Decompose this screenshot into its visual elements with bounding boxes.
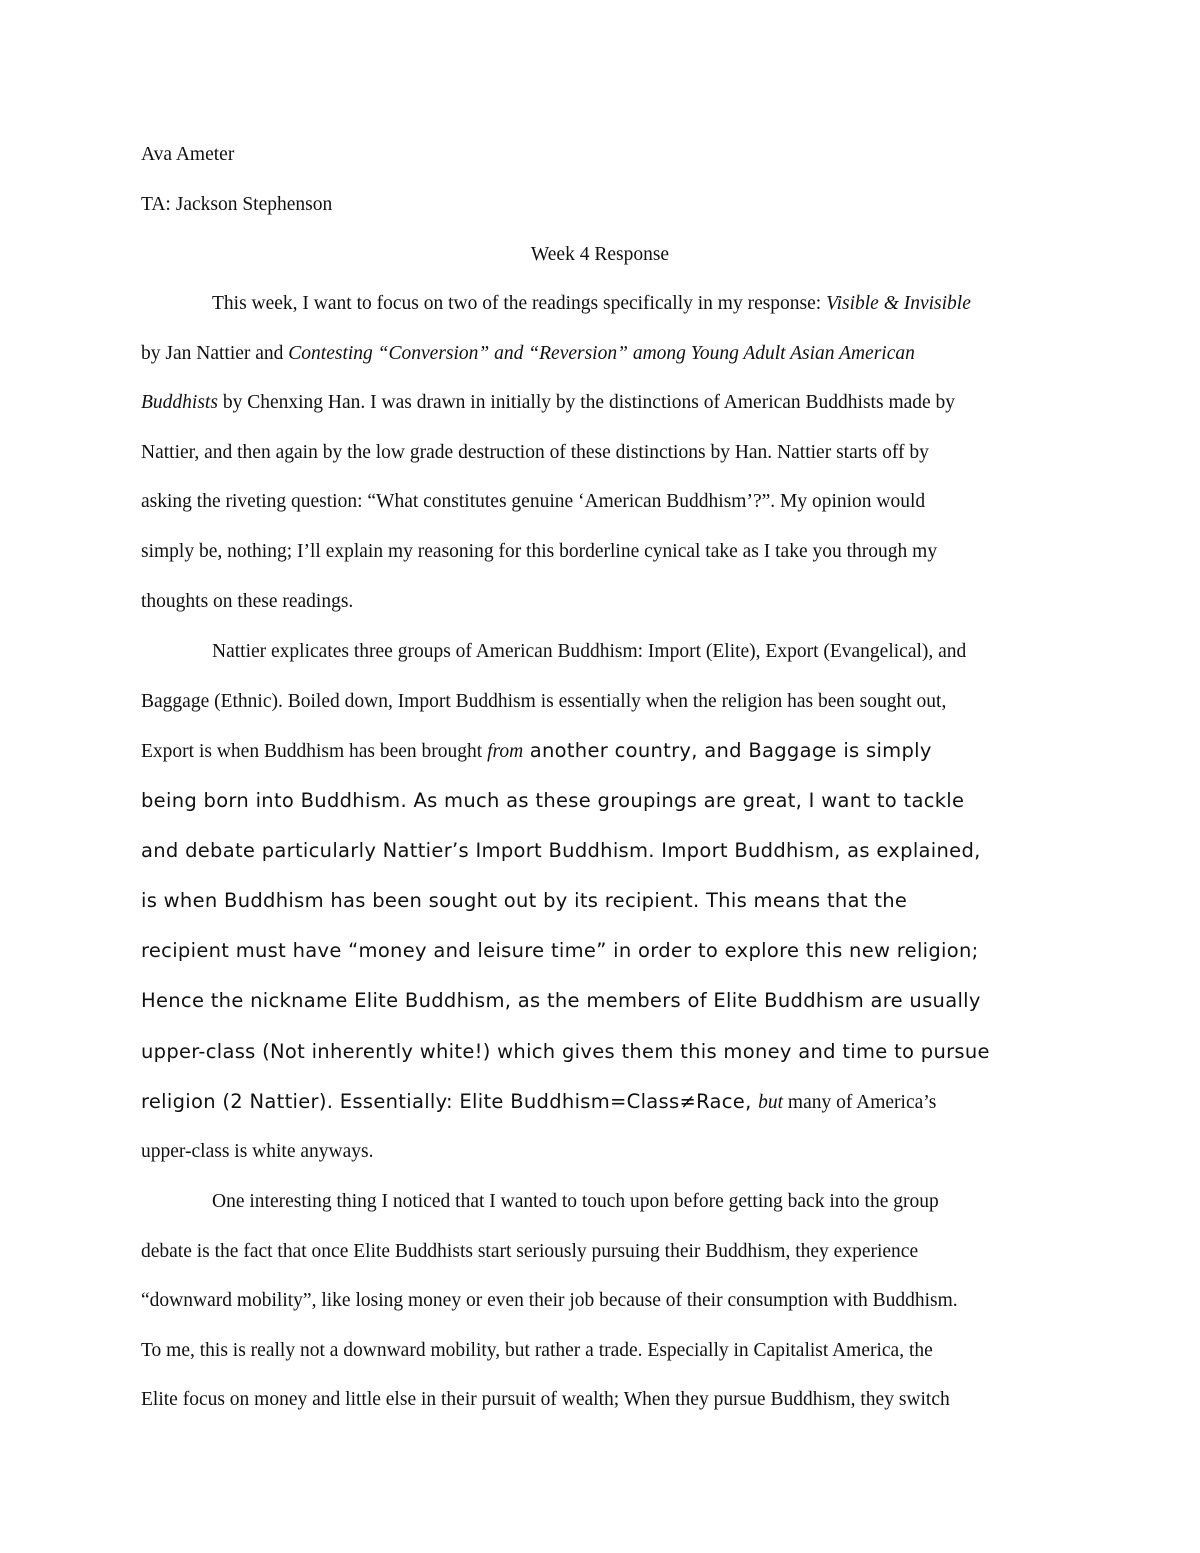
text-run: religion (2 Nattier). Essentially: Elite Buddhism=Class≠Race, [141, 1090, 759, 1113]
paragraph-3-line-5: Elite focus on money and little else in their pursuit of wealth; When they pursue Buddhism, they switch [141, 1389, 950, 1410]
paragraph-3-line-1: One interesting thing I noticed that I wanted to touch upon before getting back into the group [212, 1191, 939, 1212]
paragraph-2-line-4: being born into Buddhism. As much as these groupings are great, I want to tackle [141, 789, 965, 812]
paragraph-2-line-3 [141, 739, 932, 764]
text-run: by Chenxing Han. I was drawn in initially by the distinctions of American Buddhists made by [217, 392, 956, 413]
italic-title: Buddhists [141, 392, 218, 413]
paragraph-3-line-2: debate is the fact that once Elite Buddhists start seriously pursuing their Buddhism, they experience [141, 1241, 919, 1262]
italic-word: from [487, 741, 524, 762]
paragraph-1-line-6: simply be, nothing; I’ll explain my reasoning for this borderline cynical take as I take you through my [141, 541, 938, 562]
paragraph-2-line-2: Baggage (Ethnic). Boiled down, Import Buddhism is essentially when the religion has been sought out, [141, 691, 947, 712]
author-name: Ava Ameter [141, 144, 235, 165]
text-run: another country, and Baggage is simply [523, 739, 932, 762]
paragraph-1-line-1 [212, 292, 971, 316]
paragraph-2-line-7: recipient must have “money and leisure time” in order to explore this new religion; [141, 939, 979, 962]
italic-title: Visible & Invisible [826, 293, 971, 314]
paragraph-1-line-3 [141, 391, 955, 415]
text-run: many of America’s [783, 1092, 937, 1113]
paragraph-2-line-9: upper-class (Not inherently white!) which gives them this money and time to pursue [141, 1040, 990, 1063]
italic-word: but [758, 1092, 784, 1113]
paragraph-1-line-2 [141, 342, 915, 366]
paragraph-2-line-5: and debate particularly Nattier’s Import Buddhism. Import Buddhism, as explained, [141, 839, 981, 862]
paragraph-1-line-4: Nattier, and then again by the low grade destruction of these distinctions by Han. Nattier starts off by [141, 442, 929, 463]
paragraph-2-line-6: is when Buddhism has been sought out by its recipient. This means that the [141, 889, 908, 912]
paragraph-1-line-5: asking the riveting question: “What constitutes genuine ‘American Buddhism’?”. My opinion would [141, 491, 926, 512]
text-run: Export is when Buddhism has been brought [141, 741, 488, 762]
paragraph-3-line-4: To me, this is really not a downward mobility, but rather a trade. Especially in Capitalist America, the [141, 1340, 933, 1361]
paragraph-1-line-7: thoughts on these readings. [141, 591, 354, 612]
ta-name: TA: Jackson Stephenson [141, 194, 333, 215]
paragraph-2-line-11: upper-class is white anyways. [141, 1141, 374, 1162]
text-run: by Jan Nattier and [141, 343, 289, 364]
text-run: This week, I want to focus on two of the readings specifically in my response: [212, 293, 827, 314]
paragraph-2-line-8: Hence the nickname Elite Buddhism, as the members of Elite Buddhism are usually [141, 989, 981, 1012]
paragraph-3-line-3: “downward mobility”, like losing money or even their job because of their consumption with Buddhism. [141, 1290, 958, 1311]
page-title: Week 4 Response [530, 244, 670, 265]
paragraph-2-line-10 [141, 1090, 936, 1115]
paragraph-2-line-1: Nattier explicates three groups of American Buddhism: Import (Elite), Export (Evangelical), and [212, 641, 967, 662]
italic-title: Contesting “Conversion” and “Reversion” among Young Adult Asian American [288, 343, 915, 364]
